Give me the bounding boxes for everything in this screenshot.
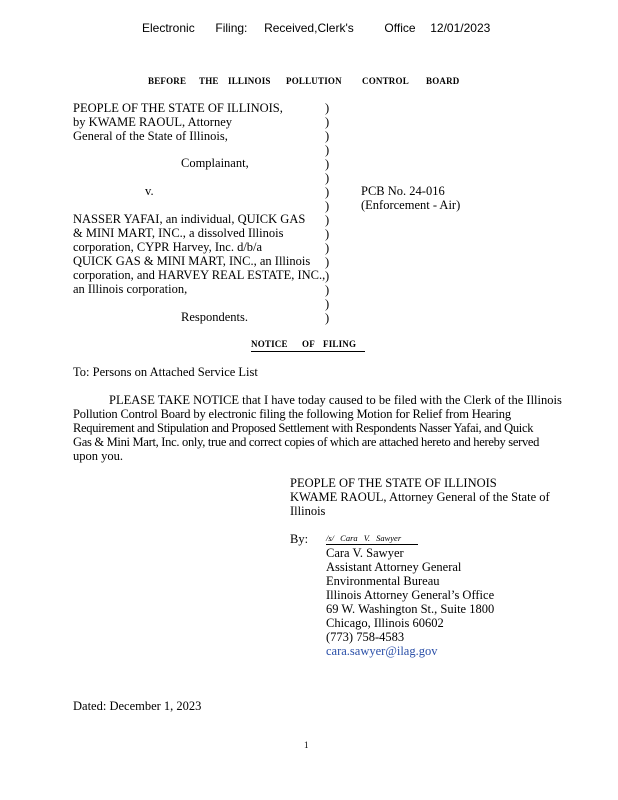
paren-9: ) — [325, 213, 330, 227]
caption-line-3: General of the State of Illinois, — [73, 129, 228, 143]
signature-org-1: PEOPLE OF THE STATE OF ILLINOIS — [290, 476, 497, 490]
caption-line-2: by KWAME RAOUL, Attorney — [73, 115, 233, 129]
signer-phone: (773) 758-4583 — [326, 630, 405, 644]
notice-heading-notice: NOTICE — [251, 339, 288, 349]
paren-4: ) — [325, 143, 330, 157]
stamp-electronic: Electronic — [142, 21, 195, 35]
paren-1: ) — [325, 101, 330, 115]
paren-10: ) — [325, 227, 330, 241]
respondent-line-1: NASSER YAFAI, an individual, QUICK GAS — [73, 212, 306, 226]
notice-body-line-3: Requirement and Stipulation and Proposed Settlement with Respondents Nasser Yafai, and Quick — [73, 421, 534, 435]
signature-line: /s/ Cara V. Sawyer — [326, 533, 418, 545]
board-heading-illinois: ILLINOIS — [228, 76, 271, 86]
signer-city: Chicago, Illinois 60602 — [326, 616, 444, 630]
respondent-line-5: corporation, and HARVEY REAL ESTATE, INC., — [73, 268, 326, 282]
paren-16: ) — [325, 311, 330, 325]
board-heading-control: CONTROL — [362, 76, 409, 86]
signer-office: Illinois Attorney General’s Office — [326, 588, 495, 602]
filing-stamp — [142, 21, 490, 35]
board-heading-board: BOARD — [426, 76, 460, 86]
notice-heading-filing: FILING — [323, 339, 357, 349]
dated: Dated: December 1, 2023 — [73, 699, 202, 713]
paren-6: ) — [325, 171, 330, 185]
stamp-date: 12/01/2023 — [430, 21, 491, 35]
paren-8: ) — [325, 199, 330, 213]
respondent-line-3: corporation, CYPR Harvey, Inc. d/b/a — [73, 240, 263, 254]
case-type: (Enforcement - Air) — [361, 198, 461, 212]
notice-to: To: Persons on Attached Service List — [73, 365, 258, 379]
board-heading-before: BEFORE — [148, 76, 187, 86]
paren-5: ) — [325, 157, 330, 171]
paren-13: ) — [325, 269, 330, 283]
caption-versus: v. — [145, 184, 154, 198]
paren-7: ) — [325, 185, 330, 199]
notice-body-line-2: Pollution Control Board by electronic filing the following Motion for Relief from Hearing — [73, 407, 511, 421]
signer-bureau: Environmental Bureau — [326, 574, 440, 588]
caption-respondents: Respondents. — [181, 310, 249, 324]
paren-11: ) — [325, 241, 330, 255]
case-number: PCB No. 24-016 — [361, 184, 445, 198]
signer-title: Assistant Attorney General — [326, 560, 462, 574]
paren-15: ) — [325, 297, 330, 311]
signature-org-3: Illinois — [290, 504, 326, 518]
signature-org-2: KWAME RAOUL, Attorney General of the State of — [290, 490, 550, 504]
notice-body-line-1: PLEASE TAKE NOTICE that I have today caused to be filed with the Clerk of the Illinois — [109, 393, 562, 407]
caption-line-1: PEOPLE OF THE STATE OF ILLINOIS, — [73, 101, 283, 115]
respondent-line-2: & MINI MART, INC., a dissolved Illinois — [73, 226, 284, 240]
signer-name: Cara V. Sawyer — [326, 546, 404, 560]
notice-body-line-4: Gas & Mini Mart, Inc. only, true and correct copies of which are attached hereto and hereby served — [73, 435, 540, 449]
stamp-received: Received,Clerk's — [264, 21, 354, 35]
signature-by: By: — [290, 532, 309, 546]
notice-heading — [251, 338, 365, 352]
signer-street: 69 W. Washington St., Suite 1800 — [326, 602, 495, 616]
signer-email-link[interactable]: cara.sawyer@ilag.gov — [326, 644, 438, 658]
page-number: 1 — [304, 740, 309, 750]
respondent-line-4: QUICK GAS & MINI MART, INC., an Illinois — [73, 254, 311, 268]
board-heading-the: THE — [199, 76, 219, 86]
board-heading-pollution: POLLUTION — [286, 76, 342, 86]
notice-body-line-5: upon you. — [73, 449, 123, 463]
stamp-office: Office — [384, 21, 416, 35]
paren-12: ) — [325, 255, 330, 269]
notice-heading-of: OF — [302, 339, 315, 349]
stamp-filing: Filing: — [215, 21, 248, 35]
caption-complainant: Complainant, — [181, 156, 249, 170]
paren-3: ) — [325, 129, 330, 143]
paren-2: ) — [325, 115, 330, 129]
paren-14: ) — [325, 283, 330, 297]
respondent-line-6: an Illinois corporation, — [73, 282, 188, 296]
